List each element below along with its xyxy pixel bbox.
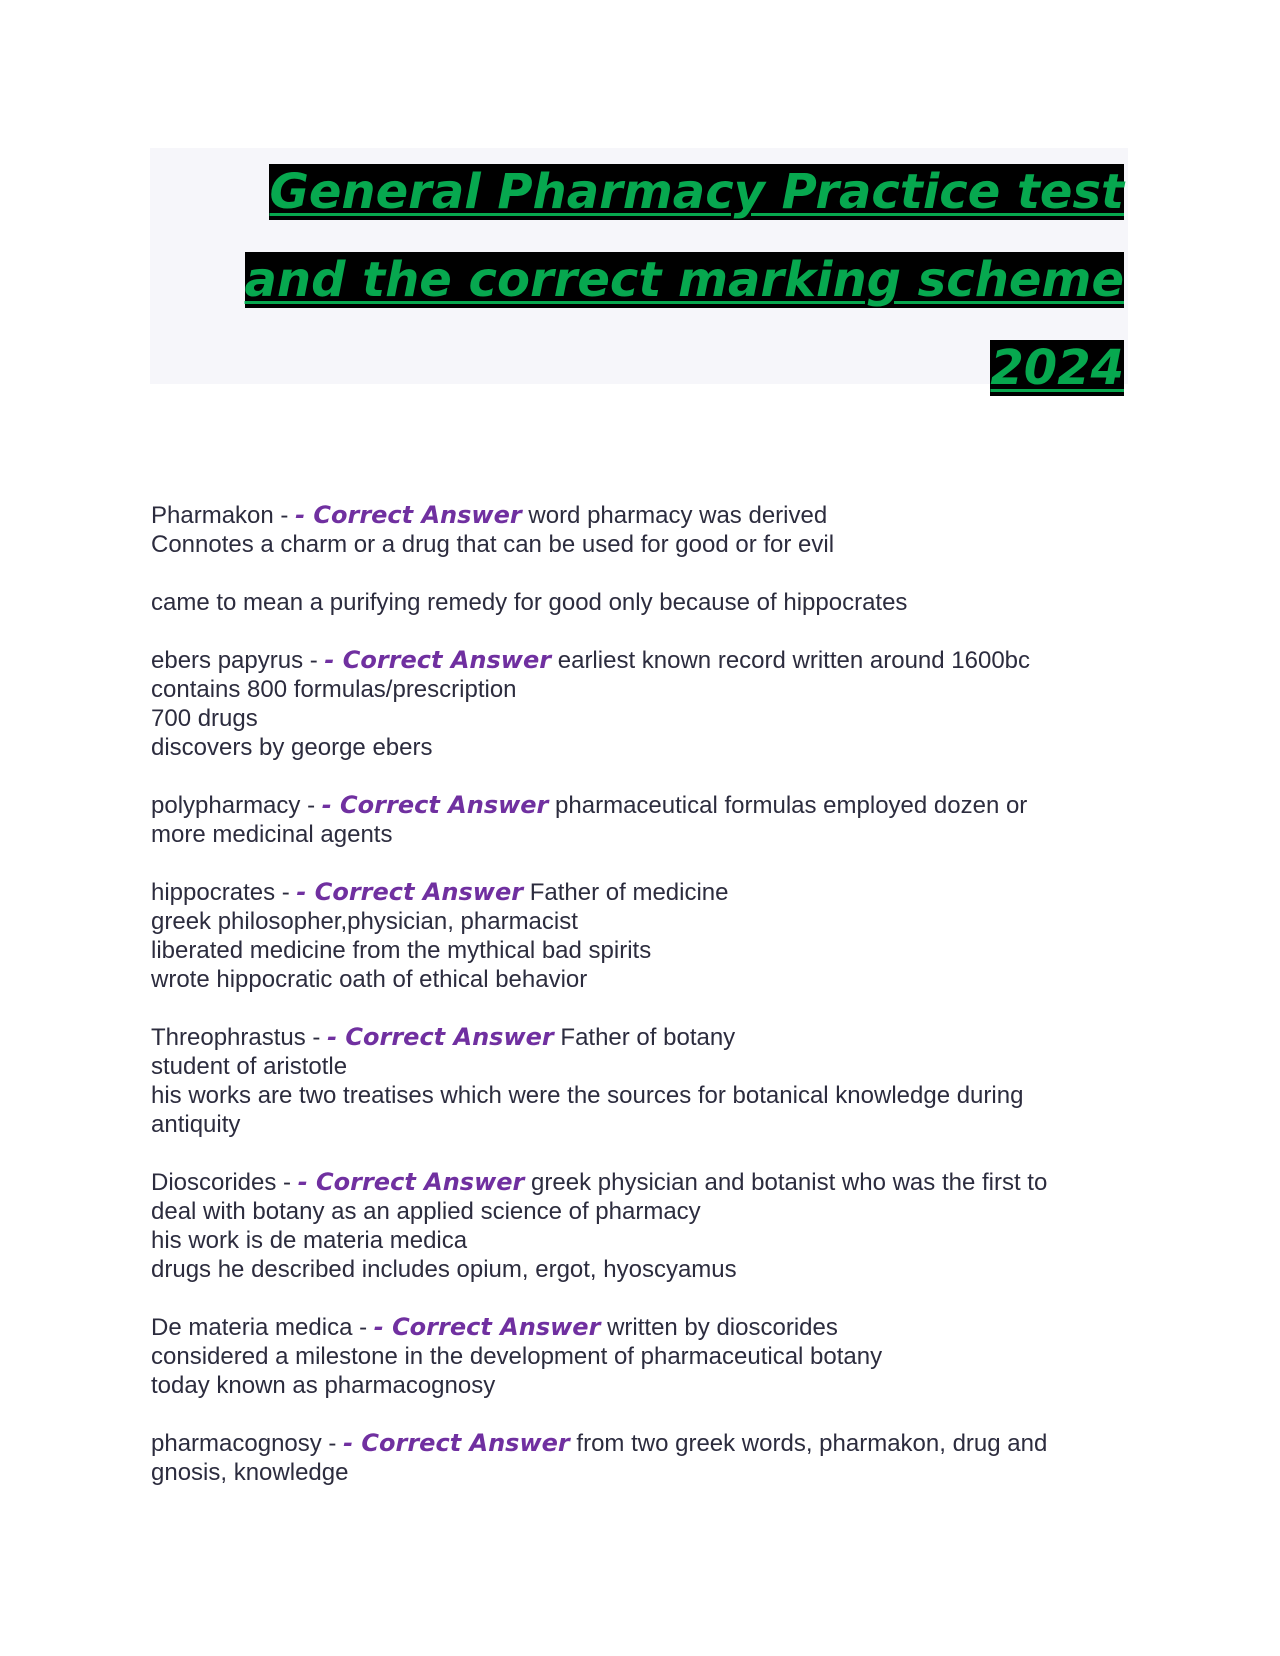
entry-first-line <box>151 791 1136 820</box>
entry-line: wrote hippocratic oath of ethical behavior <box>151 966 588 993</box>
entry-first-line <box>151 1429 1136 1458</box>
entry-answer: word pharmacy was derived <box>521 502 828 529</box>
entry-line: his works are two treatises which were the sources for botanical knowledge during <box>151 1082 1024 1109</box>
entry-first-line <box>151 646 1136 675</box>
entry-line: today known as pharmacognosy <box>151 1372 496 1399</box>
qa-entry-de-materia-medica <box>151 1313 1136 1400</box>
title-line-1: General Pharmacy Practice test <box>269 164 1124 220</box>
entry-answer: earliest known record written around 1600bc <box>551 647 1031 674</box>
entry-line: came to mean a purifying remedy for good only because of hippocrates <box>151 589 908 616</box>
entry-line: drugs he described includes opium, ergot, hyoscyamus <box>151 1256 737 1283</box>
entry-line: antiquity <box>151 1111 241 1138</box>
entry-line: contains 800 formulas/prescription <box>151 676 517 703</box>
qa-entry-pharmacognosy <box>151 1429 1136 1487</box>
entry-term: De materia medica - <box>151 1314 374 1341</box>
title-line-3: 2024 <box>990 340 1124 396</box>
entry-term: Dioscorides - <box>151 1169 298 1196</box>
entry-answer: Father of botany <box>553 1024 736 1051</box>
correct-answer-marker: - Correct Answer <box>324 646 552 674</box>
entry-line: Connotes a charm or a drug that can be used for good or for evil <box>151 531 835 558</box>
entry-line: deal with botany as an applied science of pharmacy <box>151 1198 701 1225</box>
correct-answer-marker: - Correct Answer <box>321 791 549 819</box>
qa-entry-threophrastus <box>151 1023 1136 1139</box>
qa-entry-hippocrates <box>151 878 1136 994</box>
correct-answer-marker: - Correct Answer <box>327 1023 554 1051</box>
correct-answer-marker: - Correct Answer <box>295 501 522 529</box>
entry-first-line <box>151 501 1136 530</box>
qa-entry-dioscorides <box>151 1168 1136 1284</box>
title-line-2: and the correct marking scheme <box>244 252 1124 308</box>
entry-term: pharmacognosy - <box>151 1430 344 1457</box>
entry-term: hippocrates - <box>151 879 297 906</box>
entry-answer: written by dioscorides <box>600 1314 838 1341</box>
entry-line: discovers by george ebers <box>151 734 433 761</box>
entry-term: Threophrastus - <box>151 1024 328 1051</box>
entry-line: student of aristotle <box>151 1053 348 1080</box>
correct-answer-marker: - Correct Answer <box>343 1429 570 1457</box>
qa-list <box>151 501 1136 1516</box>
entry-answer: from two greek words, pharmakon, drug and <box>569 1430 1048 1457</box>
entry-first-line <box>151 1023 1136 1052</box>
qa-entry-polypharmacy <box>151 791 1136 849</box>
entry-answer: pharmaceutical formulas employed dozen or <box>548 792 1028 819</box>
entry-answer: Father of medicine <box>523 879 729 906</box>
entry-term: ebers papyrus - <box>151 647 325 674</box>
entry-first-line <box>151 878 1136 907</box>
entry-first-line <box>151 1313 1136 1342</box>
entry-term: polypharmacy - <box>151 792 322 819</box>
entry-line: his work is de materia medica <box>151 1227 468 1254</box>
entry-line: greek philosopher,physician, pharmacist <box>151 908 578 935</box>
entry-first-line <box>151 1168 1136 1197</box>
correct-answer-marker: - Correct Answer <box>297 1168 525 1196</box>
qa-entry-pharmakon <box>151 501 1136 617</box>
correct-answer-marker: - Correct Answer <box>373 1313 601 1341</box>
qa-entry-ebers-papyrus <box>151 646 1136 762</box>
entry-line: more medicinal agents <box>151 821 393 848</box>
correct-answer-marker: - Correct Answer <box>296 878 524 906</box>
entry-line: liberated medicine from the mythical bad spirits <box>151 937 652 964</box>
entry-blank-line <box>151 559 1136 588</box>
entry-line: gnosis, knowledge <box>151 1459 349 1486</box>
title-box <box>150 148 1128 396</box>
entry-term: Pharmakon - <box>151 502 296 529</box>
entry-line: considered a milestone in the development of pharmaceutical botany <box>151 1343 883 1370</box>
document-title <box>150 148 1128 412</box>
entry-line: 700 drugs <box>151 705 258 732</box>
entry-answer: greek physician and botanist who was the first to <box>524 1169 1048 1196</box>
